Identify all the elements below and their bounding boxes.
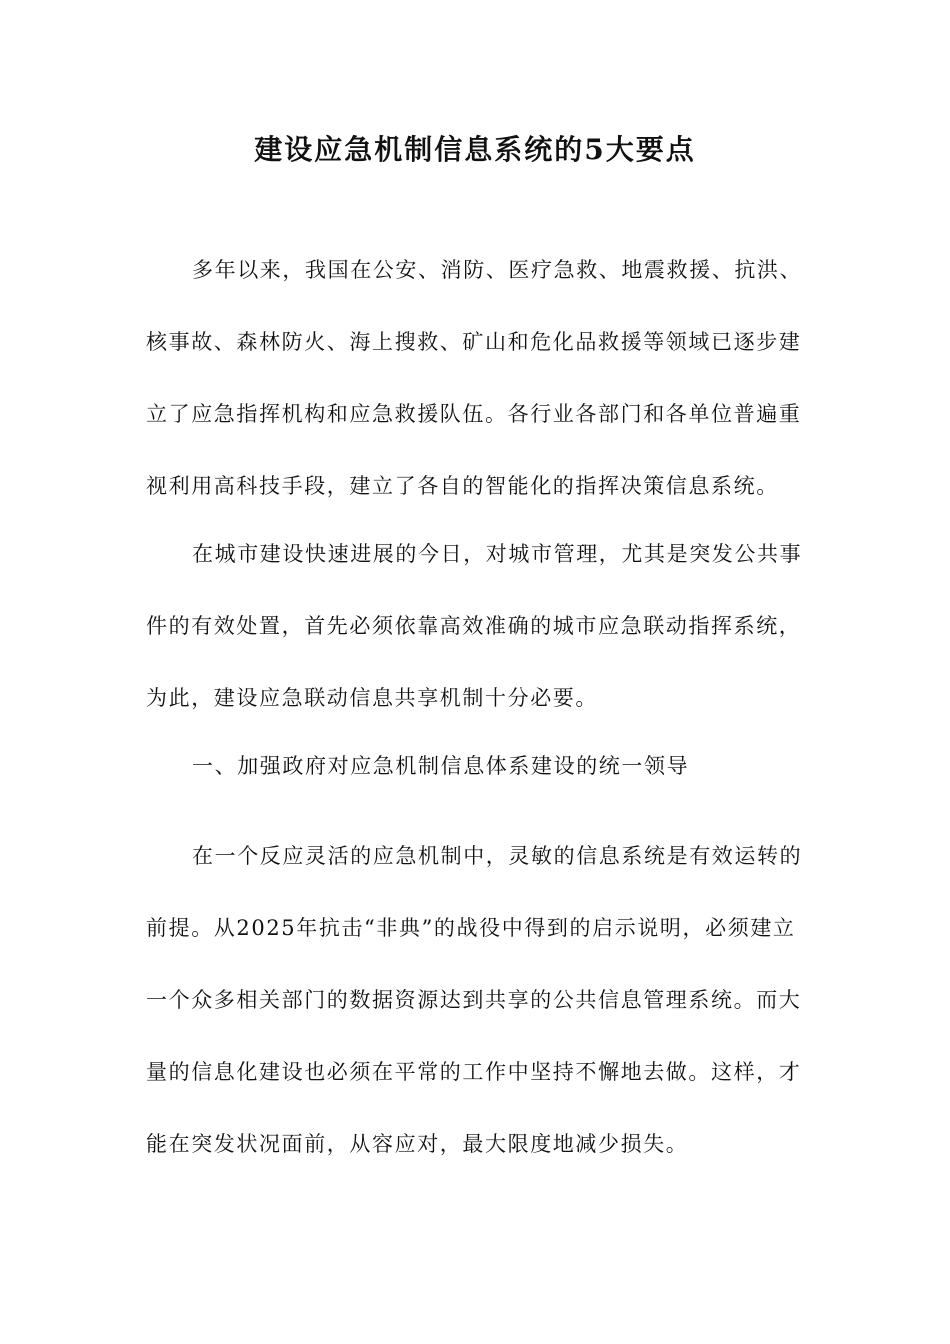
document-title: 建设应急机制信息系统的5大要点 bbox=[254, 133, 696, 166]
paragraph-line: 一个众多相关部门的数据资源达到共享的公共信息管理系统。而大 bbox=[146, 988, 802, 1012]
paragraph-line: 件的有效处置，首先必须依靠高效准确的城市应急联动指挥系统， bbox=[146, 614, 802, 638]
paragraph-line: 立了应急指挥机构和应急救援队伍。各行业各部门和各单位普遍重 bbox=[146, 402, 802, 426]
paragraph-line: 量的信息化建设也必须在平常的工作中坚持不懈地去做。这样，才 bbox=[146, 1060, 802, 1084]
paragraph-1 bbox=[146, 234, 808, 522]
paragraph-line: 能在突发状况面前，从容应对，最大限度地减少损失。 bbox=[146, 1132, 689, 1156]
paragraph-line: 在一个反应灵活的应急机制中，灵敏的信息系统是有效运转的 bbox=[192, 844, 803, 868]
paragraph-line: 为此，建设应急联动信息共享机制十分必要。 bbox=[146, 686, 598, 710]
paragraph-line: 核事故、森林防火、海上搜救、矿山和危化品救援等领域已逐步建 bbox=[146, 330, 802, 354]
paragraph-line: 前提。从2025年抗击“非典”的战役中得到的启示说明，必须建立 bbox=[146, 916, 796, 940]
paragraph-3 bbox=[146, 820, 808, 1180]
paragraph-2 bbox=[146, 518, 808, 734]
paragraph-line: 多年以来，我国在公安、消防、医疗急救、地震救援、抗洪、 bbox=[192, 258, 803, 282]
paragraph-line: 视利用高科技手段，建立了各自的智能化的指挥决策信息系统。 bbox=[146, 474, 779, 498]
section-heading: 一、加强政府对应急机制信息体系建设的统一领导 bbox=[192, 754, 690, 778]
paragraph-line: 在城市建设快速进展的今日，对城市管理，尤其是突发公共事 bbox=[192, 542, 803, 566]
